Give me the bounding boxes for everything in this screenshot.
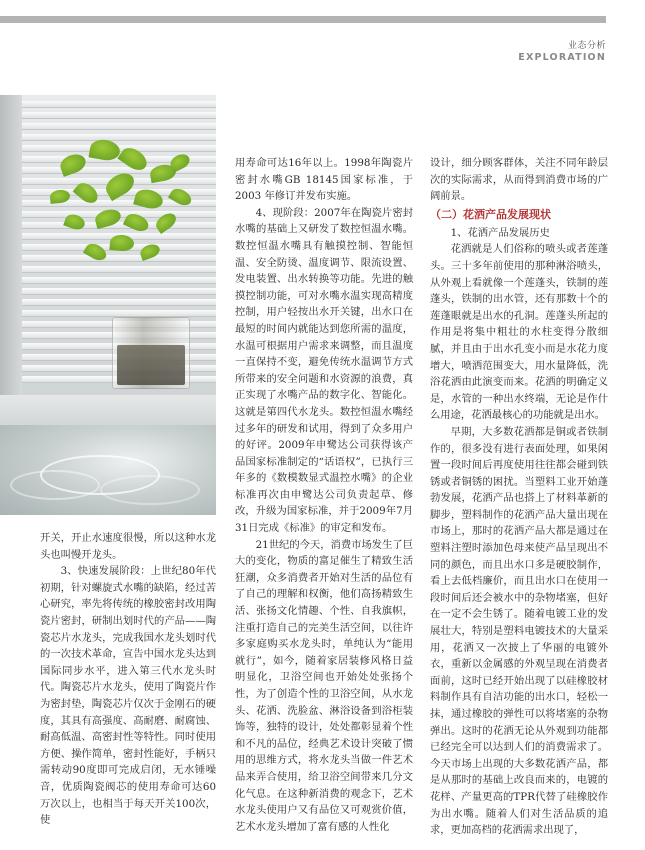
body-paragraph: 用寿命可达16年以上。1998年陶瓷片密封水嘴GB 18145国家标准，于2003 年修订并发布实施。 — [235, 157, 413, 203]
text-column-left — [40, 530, 216, 829]
body-paragraph: 1、花洒产品发展历史 — [450, 226, 550, 239]
body-paragraph: 开关，开止水速度很慢，所以这种水龙头也叫慢开龙头。 — [40, 532, 216, 561]
text-column-middle — [235, 155, 413, 835]
body-paragraph: 21世纪的今天，消费市场发生了巨大的变化，物质的富足催生了精致生活狂潮，众多消费者开始对生活的品位有了自己的理解和权衡，他们高扬精致生活、张扬文化情趣、个性、自我旗帜，注重打造自己的完美生活空间，以往许多家庭购买水龙头时，单纯认为“能用就行”，如今，随着家居装修风格日益明显化，卫浴空间也开始处处张扬个性，为了创造个性的卫浴空间，从水龙头、花洒、洗脸盆、淋浴设备到浴柜装饰等，独特的设计，处处都彰显着个性和不凡的品位，经典艺术设计突破了惯用的思维方式，将水龙头当做一件艺术品来弄合使用，给卫浴空间带来几分文化气息。在这种新消费的观念下，艺术水龙头使用户又有品位又可观赏价值，艺术水龙头增加了富有感的人性化 — [235, 538, 413, 833]
section-label: 业态分析 — [567, 41, 606, 51]
section-label-english: EXPLORATION — [518, 52, 606, 63]
body-paragraph: 设计，细分顾客群体，关注不同年龄层次的实际需求，从而得到消费市场的广阔前景。 — [430, 157, 608, 203]
sink-plant-photo — [0, 95, 216, 515]
top-rule-bar — [0, 16, 606, 23]
body-paragraph: 3、快速发展阶段：上世纪80年代初期，针对螺旋式水嘴的缺陷，经过苦心研究，率先将传统的橡胶密封改用陶瓷片密封，研制出划时代的产品——陶瓷芯片水龙头，完成我国水龙头划时代的一次技术革命，宣告中国水龙头达到国际同步水平，进入第三代水龙头时代。陶瓷芯片水龙头，使用了陶瓷片作为密封垫，陶瓷芯片仅次于金刚石的硬度，其具有高强度、高耐磨、耐腐蚀、耐高低温、高密封性等特性。同时使用方便、操作简单，密封性能好，手柄只需转动90度即可完成启闭，无水锤噪音，优质陶瓷阀芯的使用寿命可达60万次以上，也相当于每天开关100次，使 — [40, 565, 216, 827]
body-paragraph: 4、现阶段：2007年在陶瓷片密封水嘴的基础上又研发了数控恒温水嘴。数控恒温水嘴具有触摸控制、智能恒温、安全防烫、温度调节、限流设置、发电装置、出水转换等功能。先进的触摸控制功能，可对水嘴水温实现高精度控制，用户轻按出水开关键，出水口在最短的时间内就能达到您所需的温度，水温可根据用户需求来调整，而且温度一直保持不变，避免传统水温调节方式所带来的安全问题和水资源的浪费，真正实现了水嘴产品的数字化、智能化。这就是第四代水龙头。数控恒温水嘴经过多年的研发和试用，得到了众多用户的好评。2009年申鹭达公司获得该产品国家标准制定的“话语权”，已执行三年多的《数模数显式温控水嘴》的企业标准再次由申鹭达公司负责起草、修改，升级为国家标准，并于2009年7月31日完成《标准》的审定和发布。 — [235, 206, 413, 535]
section-heading: （二）花洒产品发展现状 — [430, 207, 551, 221]
body-paragraph: 早期，大多数花洒都是铜或者铁制作的，很多没有进行表面处理，如果闲置一段时间后再度使用往往都会碰到铁锈或者铜锈的困扰。当塑料工业开始蓬勃发展，花洒产品也搭上了材料革新的脚步，塑料制作的花洒产品大量出现在市场上，那时的花洒产品大都是通过在塑料注塑时添加色母来使产品呈现出不同的颜色，而且出水口多是硬胶制作，看上去低档廉价，而且出水口在使用一段时间后还会被水中的杂物堵塞，但好在一定不会生锈了。随着电镀工业的发展壮大，特别是塑料电镀技术的大量采用，花洒又一次披上了华丽的电镀外衣，重新以金属感的外观呈现在消费者面前，这时已经开始出现了以硅橡胶材料制作具有自洁功能的出水口，轻松一抹，通过橡胶的弹性可以将堵塞的杂物弹出。这时的花洒无论从外观到功能都已经完全可以达到人们的消费需求了。今天市场上出现的大多数花洒产品，都是从那时的基础上改良而来的，电镀的花样、产量更高的TPR代替了硅橡胶作为出水嘴。随着人们对生活品质的追求，更加高档的花洒需求出现了， — [430, 425, 608, 837]
text-column-right — [430, 155, 608, 839]
body-paragraph: 花洒就是人们俗称的喷头或者莲蓬头。三十多年前使用的那种淋浴喷头，从外观上看就像一个莲蓬头，铁制的莲蓬头，铁制的出水管，还有那数十个的莲蓬眼就是出水的孔洞。莲蓬头所起的作用是将集中粗壮的水柱变得分散细腻，并且由于出水孔变小而是水花力度增大，喷洒范围变大，用水量降低，洗浴花洒由此演变而来。花洒的明确定义是，水管的一种出水终端，无论是作什么用途，花洒最核心的功能就是出水。 — [430, 243, 608, 422]
